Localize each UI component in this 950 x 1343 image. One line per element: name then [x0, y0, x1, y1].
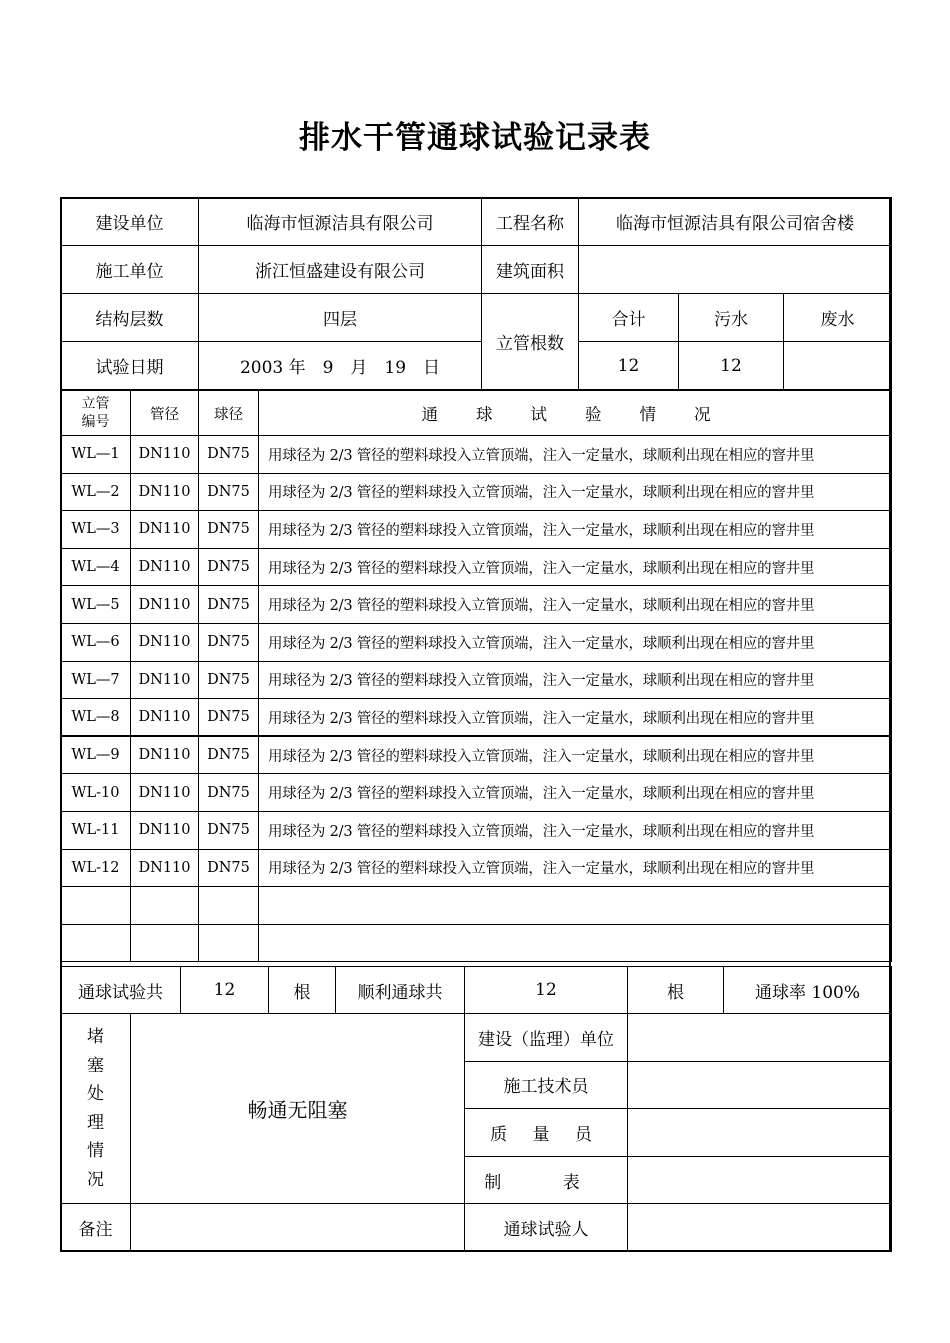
contractor-value: 浙江恒盛建设有限公司 — [199, 246, 482, 294]
blockage-label-char: 理 — [87, 1112, 104, 1133]
pipe-diameter: DN110 — [131, 473, 199, 511]
unit-label: 根 — [269, 967, 336, 1014]
ball-diameter: DN75 — [199, 811, 259, 849]
ball-diameter: DN75 — [199, 661, 259, 699]
total-tested-label: 通球试验共 — [61, 967, 181, 1014]
passed-value: 12 — [465, 967, 628, 1014]
blockage-label-char: 堵 — [87, 1027, 104, 1048]
ball-diameter: DN75 — [199, 774, 259, 812]
ball-diameter: DN75 — [199, 699, 259, 737]
document-title: 排水干管通球试验记录表 — [299, 120, 651, 156]
waste-water-label: 废水 — [784, 294, 892, 342]
contractor-label: 施工单位 — [61, 246, 199, 294]
pipe-no: WL—5 — [61, 586, 131, 624]
pipe-no: WL—1 — [61, 436, 131, 474]
ball-diameter: DN75 — [199, 511, 259, 549]
pipe-diameter: DN110 — [131, 736, 199, 774]
pipe-diameter: DN110 — [131, 586, 199, 624]
total-value: 12 — [579, 342, 679, 390]
unit-label: 根 — [628, 967, 724, 1014]
blockage-label-char: 塞 — [87, 1055, 104, 1076]
diameter-header: 管径 — [131, 391, 199, 436]
pipe-no: WL-11 — [61, 811, 131, 849]
pipe-no: WL—3 — [61, 511, 131, 549]
pipe-no: WL—7 — [61, 661, 131, 699]
test-description: 用球径为 2/3 管径的塑料球投入立管顶端，注入一定量水，球顺利出现在相应的窨井里 — [259, 849, 892, 887]
test-description: 用球径为 2/3 管径的塑料球投入立管顶端，注入一定量水，球顺利出现在相应的窨井里 — [259, 661, 892, 699]
outer-border — [60, 197, 891, 1252]
test-date-value: 2003 年 9 月 19 日 — [199, 342, 482, 390]
test-description: 用球径为 2/3 管径的塑料球投入立管顶端，注入一定量水，球顺利出现在相应的窨井里 — [259, 736, 892, 774]
pipe-diameter: DN110 — [131, 548, 199, 586]
tabulator-label: 制 表 — [465, 1156, 628, 1204]
ball-diameter: DN75 — [199, 623, 259, 661]
pipe-diameter: DN110 — [131, 623, 199, 661]
test-description: 用球径为 2/3 管径的塑料球投入立管顶端，注入一定量水，球顺利出现在相应的窨井里 — [259, 548, 892, 586]
remark-label: 备注 — [61, 1204, 131, 1252]
floors-value: 四层 — [199, 294, 482, 342]
pipe-no: WL—2 — [61, 473, 131, 511]
construction-supervisor-label: 建设（监理）单位 — [465, 1014, 628, 1062]
test-description: 用球径为 2/3 管径的塑料球投入立管顶端，注入一定量水，球顺利出现在相应的窨井里 — [259, 699, 892, 737]
riser-count-label: 立管根数 — [482, 294, 579, 390]
passed-label: 顺利通球共 — [336, 967, 465, 1014]
pipe-no: WL—4 — [61, 548, 131, 586]
floors-label: 结构层数 — [61, 294, 199, 342]
blockage-value: 畅通无阻塞 — [131, 1014, 465, 1204]
pass-rate: 通球率 100% — [724, 967, 892, 1014]
project-name-label: 工程名称 — [482, 198, 579, 246]
pipe-diameter: DN110 — [131, 811, 199, 849]
test-description: 用球径为 2/3 管径的塑料球投入立管顶端，注入一定量水，球顺利出现在相应的窨井里 — [259, 811, 892, 849]
technician-label: 施工技术员 — [465, 1061, 628, 1109]
pipe-diameter: DN110 — [131, 774, 199, 812]
total-label: 合计 — [579, 294, 679, 342]
situation-header: 通球试验情况 — [259, 391, 892, 436]
pipe-diameter: DN110 — [131, 436, 199, 474]
ball-diameter: DN75 — [199, 436, 259, 474]
test-description: 用球径为 2/3 管径的塑料球投入立管顶端，注入一定量水，球顺利出现在相应的窨井里 — [259, 623, 892, 661]
tester-label: 通球试验人 — [465, 1204, 628, 1252]
total-tested-value: 12 — [181, 967, 269, 1014]
pipe-no: WL-12 — [61, 849, 131, 887]
building-area-label: 建筑面积 — [482, 246, 579, 294]
ball-diameter: DN75 — [199, 548, 259, 586]
pipe-no: WL—9 — [61, 736, 131, 774]
blockage-label-char: 处 — [87, 1084, 104, 1105]
project-name-value: 临海市恒源洁具有限公司宿舍楼 — [579, 198, 892, 246]
pipe-diameter: DN110 — [131, 849, 199, 887]
test-description: 用球径为 2/3 管径的塑料球投入立管顶端，注入一定量水，球顺利出现在相应的窨井里 — [259, 586, 892, 624]
test-description: 用球径为 2/3 管径的塑料球投入立管顶端，注入一定量水，球顺利出现在相应的窨井里 — [259, 473, 892, 511]
test-date-label: 试验日期 — [61, 342, 199, 390]
pipe-no-header-line2: 编号 — [81, 414, 110, 430]
pipe-no: WL—8 — [61, 699, 131, 737]
ball-diameter: DN75 — [199, 736, 259, 774]
pipe-diameter: DN110 — [131, 661, 199, 699]
sewage-value: 12 — [679, 342, 784, 390]
test-description: 用球径为 2/3 管径的塑料球投入立管顶端，注入一定量水，球顺利出现在相应的窨井里 — [259, 774, 892, 812]
quality-inspector-label: 质 量 员 — [465, 1109, 628, 1157]
ball-diameter: DN75 — [199, 849, 259, 887]
pipe-no-header-line1: 立管 — [81, 396, 110, 412]
construction-unit-label: 建设单位 — [61, 198, 199, 246]
test-description: 用球径为 2/3 管径的塑料球投入立管顶端，注入一定量水，球顺利出现在相应的窨井里 — [259, 436, 892, 474]
pipe-diameter: DN110 — [131, 699, 199, 737]
pipe-diameter: DN110 — [131, 511, 199, 549]
pipe-no: WL—6 — [61, 623, 131, 661]
blockage-label-char: 况 — [87, 1169, 104, 1190]
sewage-label: 污水 — [679, 294, 784, 342]
test-description: 用球径为 2/3 管径的塑料球投入立管顶端，注入一定量水，球顺利出现在相应的窨井里 — [259, 511, 892, 549]
pipe-no: WL-10 — [61, 774, 131, 812]
ball-diameter: DN75 — [199, 473, 259, 511]
ball-diameter-header: 球径 — [199, 391, 259, 436]
construction-unit-value: 临海市恒源洁具有限公司 — [199, 198, 482, 246]
blockage-label-char: 情 — [87, 1141, 104, 1162]
ball-diameter: DN75 — [199, 586, 259, 624]
